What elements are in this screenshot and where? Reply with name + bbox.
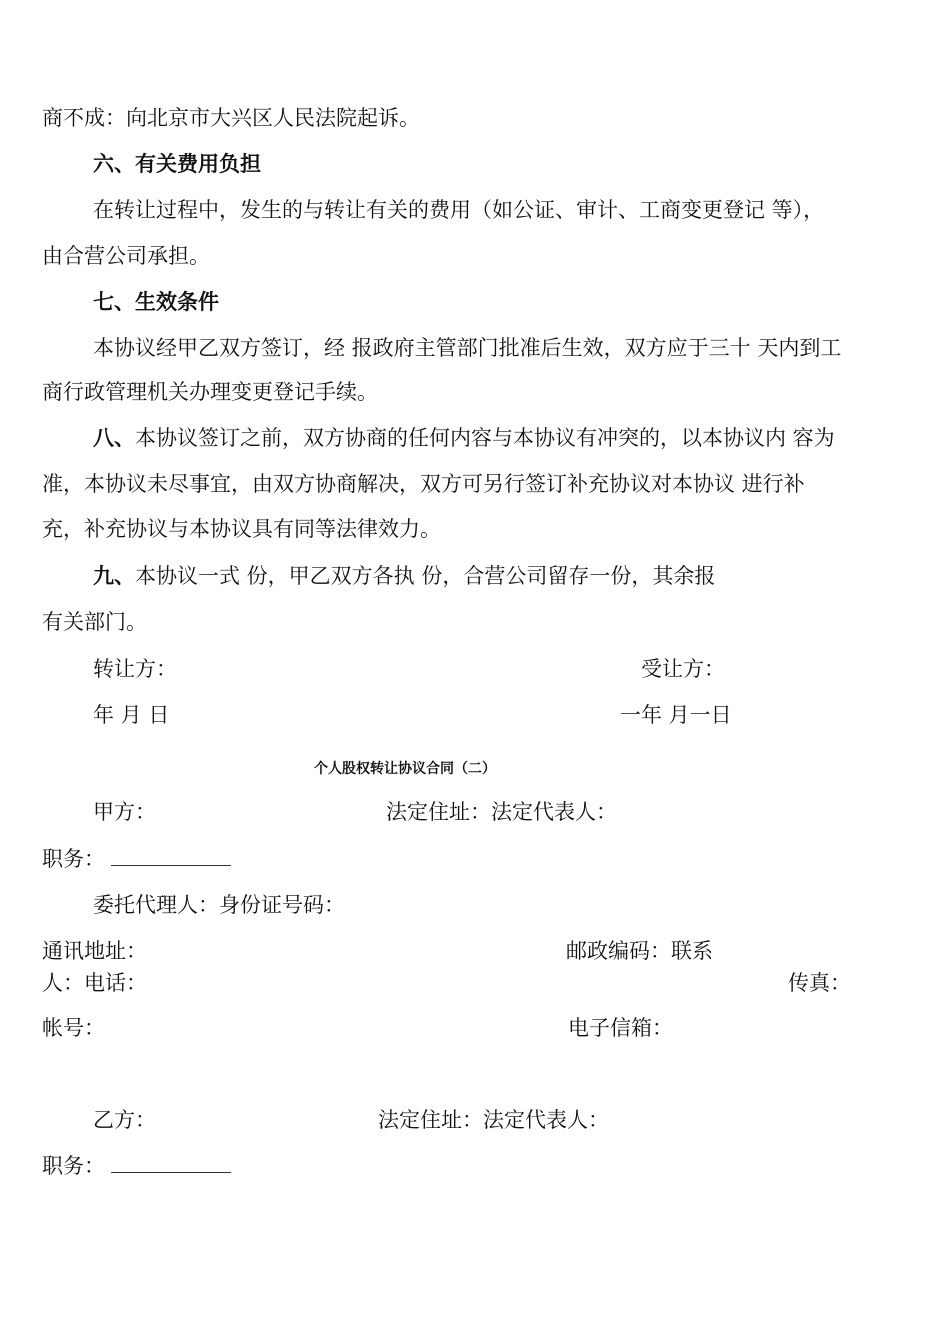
section-9-body-line1: 本协议一式 份，甲乙双方各执 份，合营公司留存一份，其余报 bbox=[135, 564, 716, 588]
party-a-label: 甲方： bbox=[93, 800, 156, 824]
section-8-body-line3: 充，补充协议与本协议具有同等法律效力。 bbox=[42, 517, 441, 541]
section-9-body-line2: 有关部门。 bbox=[42, 610, 147, 634]
section-7-body-line1: 本协议经甲乙双方签订，经 报政府主管部门批准后生效，双方应于三十 天内到工 bbox=[93, 336, 842, 360]
position-field-b bbox=[42, 1152, 231, 1180]
section-6-body-line2: 由合营公司承担。 bbox=[42, 244, 210, 268]
section-6-heading: 六、有关费用负担 bbox=[93, 151, 261, 176]
party-b-address-representative: 法定住址：法定代表人： bbox=[378, 1108, 609, 1132]
email-label: 电子信箱： bbox=[568, 1016, 673, 1040]
position-blank-b bbox=[111, 1154, 231, 1173]
section-8-body-line2: 准，本协议未尽事宜，由双方协商解决，双方可另行签订补充协议对本协议 进行补 bbox=[42, 472, 805, 496]
position-blank-a bbox=[111, 847, 231, 866]
transferee-label: 受让方： bbox=[641, 657, 725, 681]
account-label: 帐号： bbox=[42, 1016, 105, 1040]
section-7-body-line2: 商行政管理机关办理变更登记手续。 bbox=[42, 380, 378, 404]
section-9-number: 九、 bbox=[93, 563, 135, 588]
position-label-a: 职务： bbox=[42, 847, 105, 871]
postcode-contact-label: 邮政编码：联系 bbox=[566, 939, 713, 963]
section-9-line1 bbox=[93, 562, 715, 590]
contact-phone-label: 人：电话： bbox=[42, 971, 147, 995]
section-7-heading: 七、生效条件 bbox=[93, 289, 219, 314]
section-6-body-line1: 在转让过程中，发生的与转让有关的费用（如公证、审计、工商变更登记 等）， bbox=[93, 198, 825, 222]
section-8-number: 八、 bbox=[93, 425, 135, 450]
dispute-clause-end: 商不成：向北京市大兴区人民法院起诉。 bbox=[42, 106, 420, 130]
section-8-line1 bbox=[93, 424, 835, 452]
party-b-label: 乙方： bbox=[93, 1108, 156, 1132]
position-field-a bbox=[42, 845, 231, 873]
position-label-b: 职务： bbox=[42, 1154, 105, 1178]
mail-address-label: 通讯地址： bbox=[42, 939, 147, 963]
section-8-body-line1: 本协议签订之前，双方协商的任何内容与本协议有冲突的，以本协议内 容为 bbox=[135, 426, 835, 450]
date-right: 一年 月一日 bbox=[620, 703, 732, 727]
party-a-address-representative: 法定住址：法定代表人： bbox=[386, 800, 617, 824]
date-left: 年 月 日 bbox=[93, 703, 170, 727]
contract-2-title: 个人股权转让协议合同（二） bbox=[314, 761, 496, 777]
transferor-label: 转让方： bbox=[93, 657, 177, 681]
fax-label: 传真： bbox=[788, 971, 851, 995]
agent-id-label: 委托代理人：身份证号码： bbox=[93, 893, 345, 917]
